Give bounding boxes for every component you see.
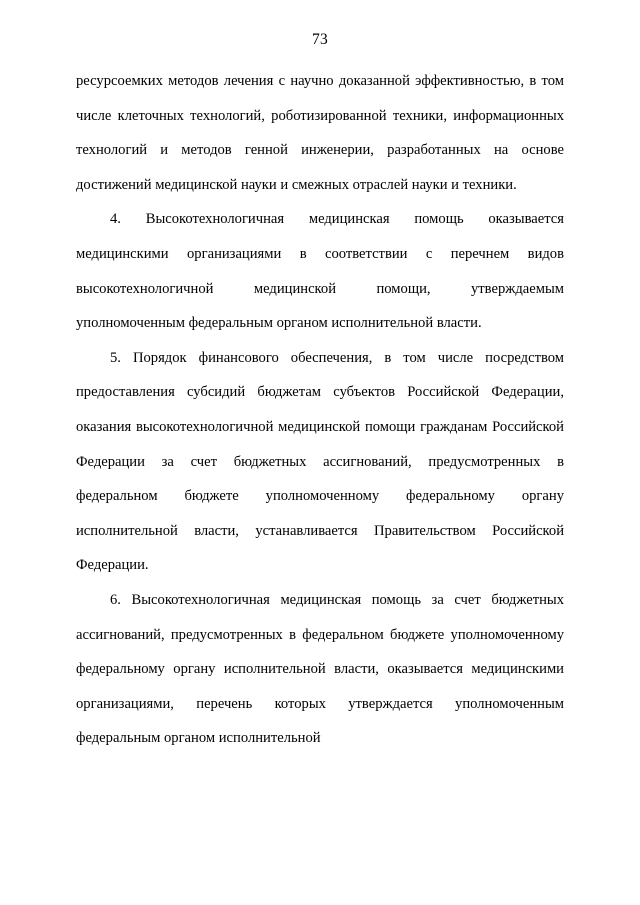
paragraph: 4. Высокотехнологичная медицинская помощь оказывается медицинскими организациями в соответствии с перечнем видов высокотехнологичной медицинской помощи, утверждаемым уполномоченным федеральным органом исполнительной власти. [76, 211, 564, 332]
paragraph: ресурсоемких методов лечения с научно доказанной эффективностью, в том числе клеточных технологий, роботизированной техники, информационных технологий и методов генной инженерии, разработанных на основе достижений медицинской науки и смежных отраслей науки и техники. [76, 73, 564, 193]
paragraph: 5. Порядок финансового обеспечения, в том числе посредством предоставления субсидий бюджетам субъектов Российской Федерации, оказания высокотехнологичной медицинской помощи гражданам Российской Федерации за счет бюджетных ассигнований, предусмотренных в федеральном бюджете уполномоченному федеральному органу исполнительной власти, устанавливается Правительством Российской Федерации. [76, 349, 564, 574]
paragraph: 6. Высокотехнологичная медицинская помощь за счет бюджетных ассигнований, предусмотренных в федеральном бюджете уполномоченному федеральному органу исполнительной власти, оказывается медицинскими организациями, перечень которых утверждается уполномоченным федеральным органом исполнительной [76, 591, 564, 747]
document-body [76, 64, 564, 756]
page-number: 73 [312, 31, 328, 48]
